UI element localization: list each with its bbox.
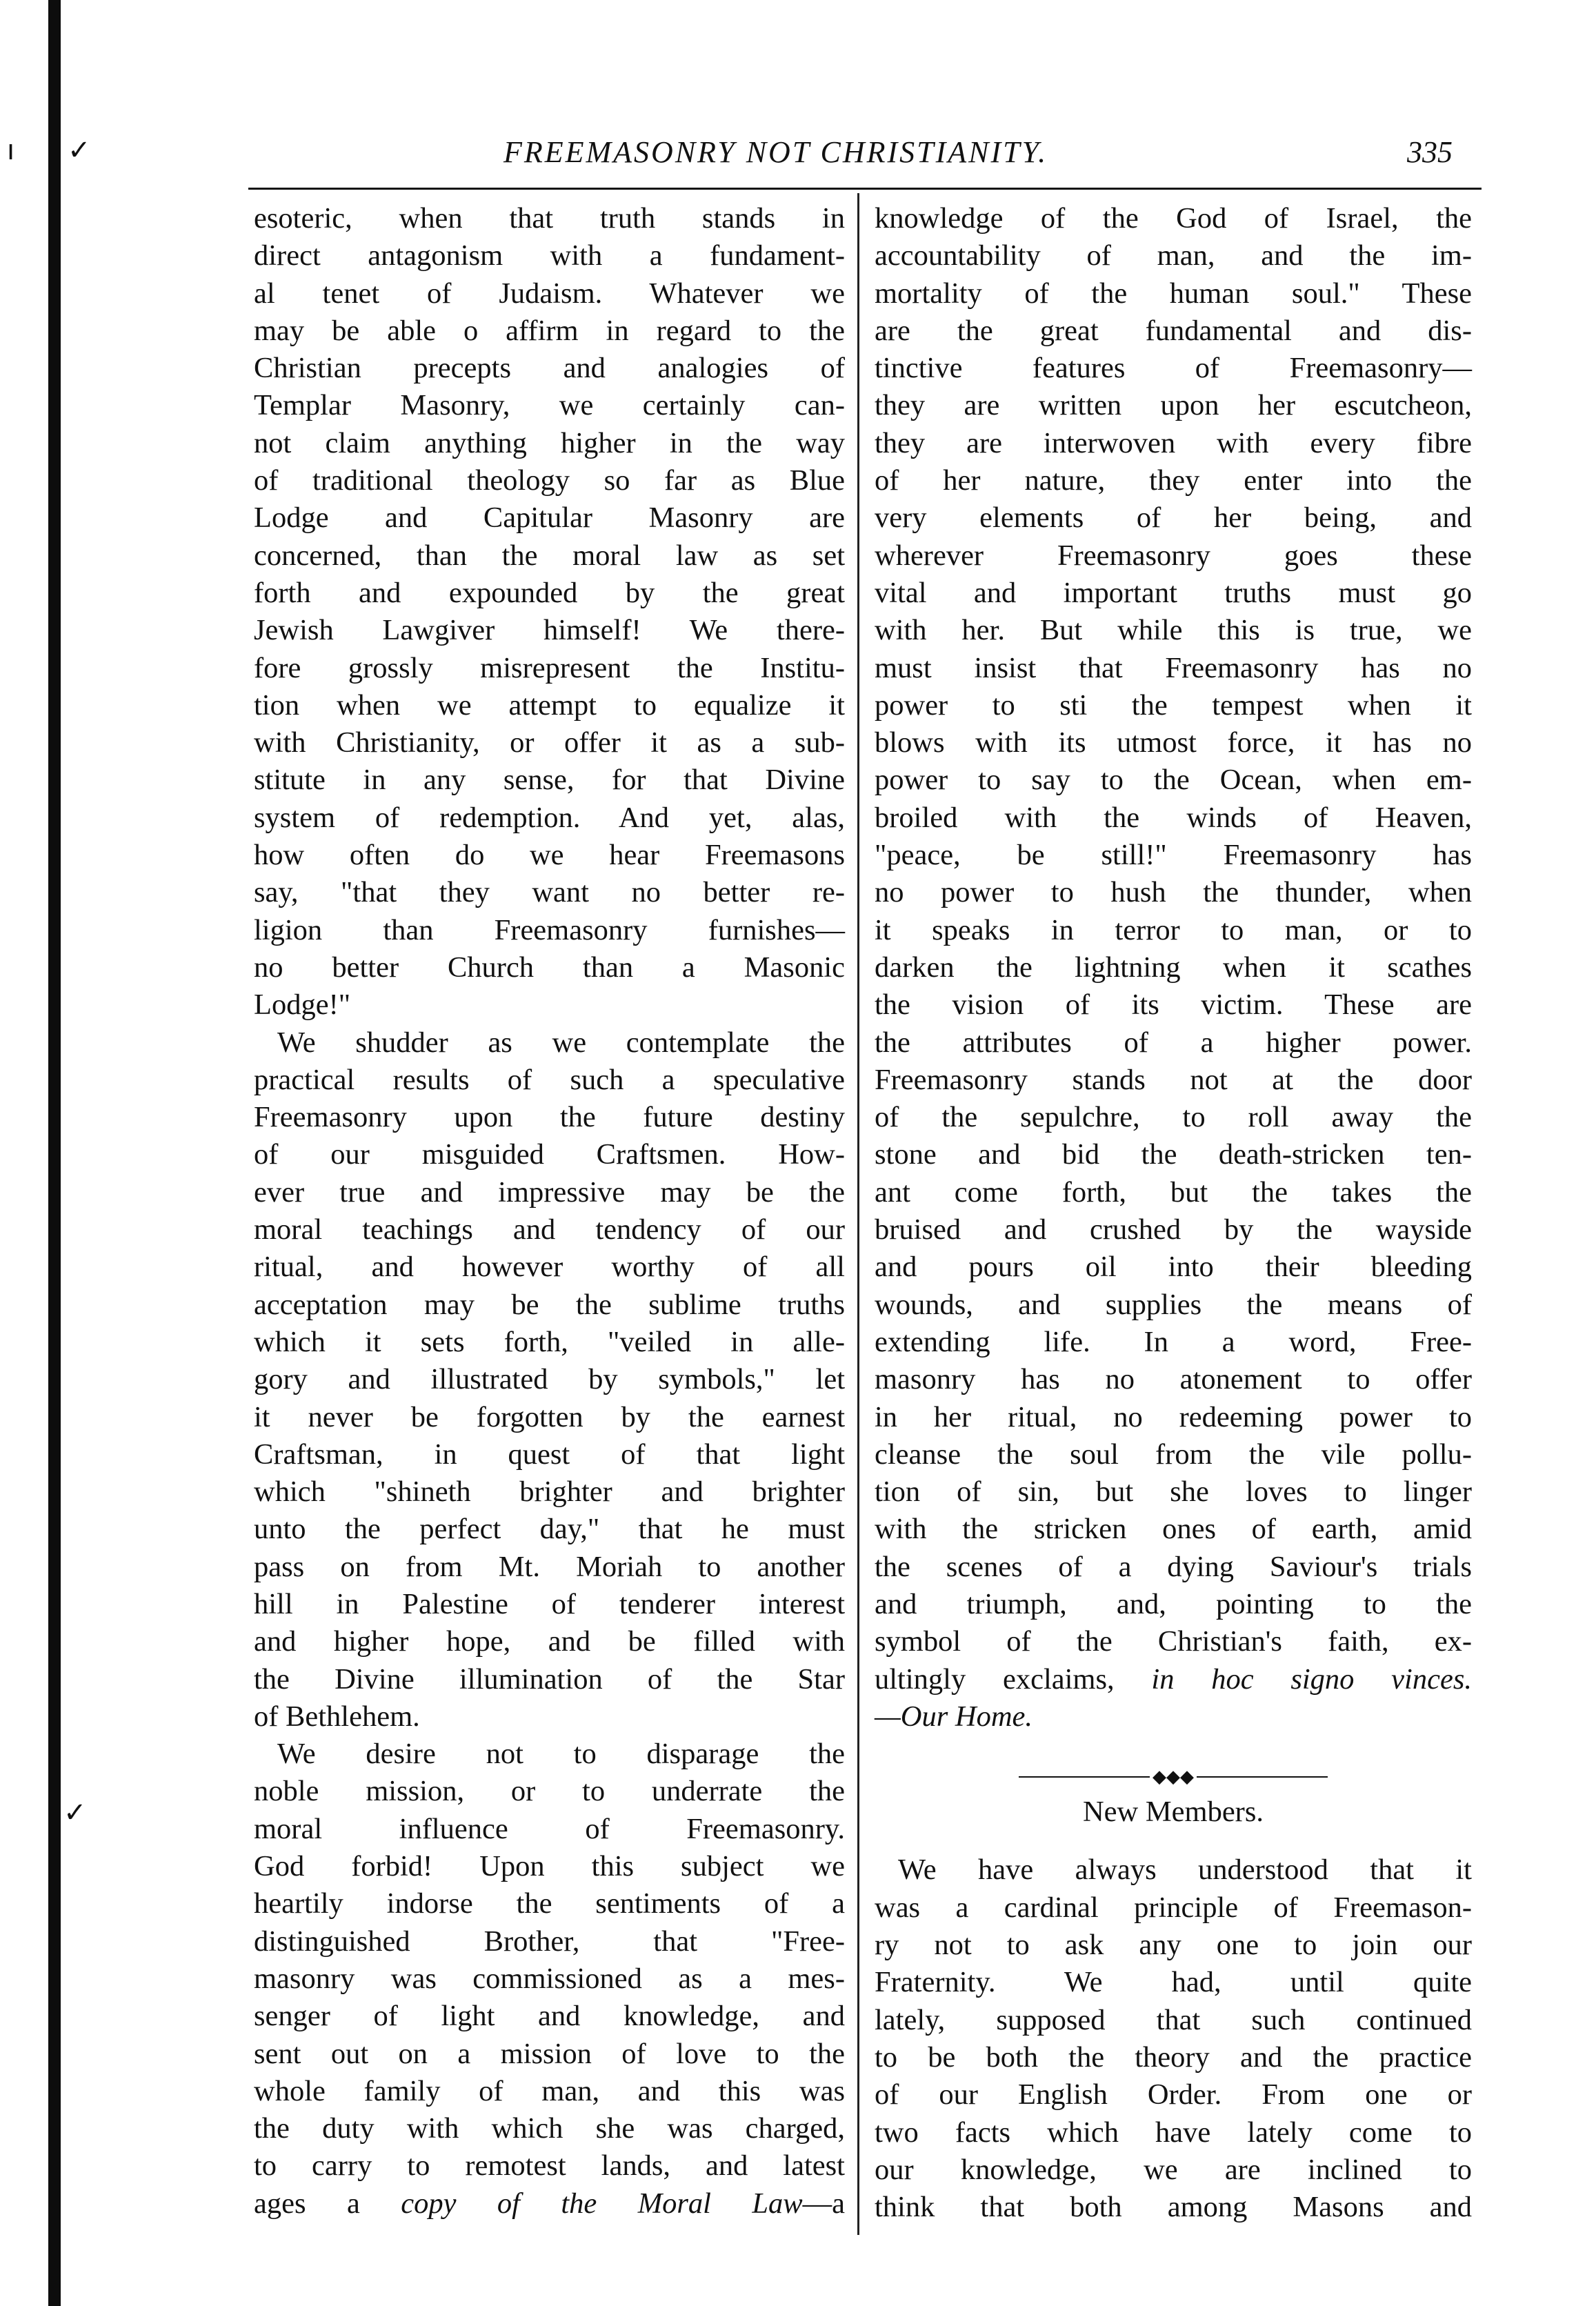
text-line: moral influence of Freemasonry. — [254, 1812, 845, 1845]
text-line: ever true and impressive may be the — [254, 1175, 845, 1209]
text-line: We have always understood that it — [898, 1853, 1472, 1887]
text-line: lately, supposed that such continued — [875, 2003, 1472, 2036]
text-line: symbol of the Christian's faith, ex- — [875, 1625, 1472, 1658]
text-line: it never be forgotten by the earnest — [254, 1400, 845, 1433]
text-line: acceptation may be the sublime truths — [254, 1288, 845, 1321]
text-line: it speaks in terror to man, or to — [875, 913, 1472, 946]
text-line: ant come forth, but the takes the — [875, 1175, 1472, 1209]
text-line: they are written upon her escutcheon, — [875, 389, 1472, 422]
text-line: Lodge!" — [254, 988, 351, 1022]
text-line: Craftsman, in quest of that light — [254, 1438, 845, 1471]
text-line: darken the lightning when it scathes — [875, 951, 1472, 984]
text-line: extending life. In a word, Free- — [875, 1325, 1472, 1358]
text-line: with Christianity, or offer it as a sub- — [254, 726, 845, 759]
text-line: think that both among Masons and — [875, 2191, 1472, 2224]
text-line: moral teachings and tendency of our — [254, 1213, 845, 1246]
text-line: accountability of man, and the im- — [875, 239, 1472, 272]
text-line: concerned, than the moral law as set — [254, 539, 845, 572]
text-line: masonry has no atonement to offer — [875, 1363, 1472, 1396]
text-line: Freemasonry upon the future destiny — [254, 1101, 845, 1134]
text-line: are the great fundamental and dis- — [875, 314, 1472, 347]
text-line: tinctive features of Freemasonry— — [875, 352, 1472, 385]
text-line: and triumph, and, pointing to the — [875, 1587, 1472, 1620]
text-line: our knowledge, we are inclined to — [875, 2153, 1472, 2186]
text-line: of our misguided Craftsmen. How- — [254, 1138, 845, 1171]
text-line: practical results of such a speculative — [254, 1063, 845, 1096]
text-line: of our English Order. From one or — [875, 2078, 1472, 2111]
text-line: of the sepulchre, to roll away the — [875, 1101, 1472, 1134]
text-line: We desire not to disparage the — [277, 1738, 845, 1771]
text-line: the scenes of a dying Saviour's trials — [875, 1550, 1472, 1583]
text-line: power to say to the Ocean, when em- — [875, 764, 1472, 797]
text-fragment: —a — [802, 2187, 845, 2220]
text-line: must insist that Freemasonry has no — [875, 651, 1472, 684]
column-divider — [857, 193, 859, 2235]
right-column — [875, 200, 1472, 2226]
diamond-ornament-icon: ◆◆◆ — [1153, 1767, 1194, 1788]
text-line: and higher hope, and be filled with — [254, 1625, 845, 1658]
text-line: bruised and crushed by the wayside — [875, 1213, 1472, 1246]
text-line: with her. But while this is true, we — [875, 614, 1472, 647]
page-number: 335 — [1407, 135, 1453, 169]
text-line: and pours oil into their bleeding — [875, 1251, 1472, 1284]
spacer — [875, 1831, 1472, 1851]
binding-edge — [48, 0, 61, 2306]
running-title: FREEMASONRY NOT CHRISTIANITY. — [503, 135, 1048, 169]
text-line: two facts which have lately come to — [875, 2116, 1472, 2149]
text-line: cleanse the soul from the vile pollu- — [875, 1438, 1472, 1471]
text-line: the duty with which she was charged, — [254, 2112, 845, 2145]
text-line: al tenet of Judaism. Whatever we — [254, 277, 845, 310]
text-line: gory and illustrated by symbols," let — [254, 1363, 845, 1396]
text-line: heartily indorse the sentiments of a — [254, 1887, 845, 1920]
text-line: of her nature, they enter into the — [875, 464, 1472, 497]
text-line: tion of sin, but she loves to linger — [875, 1475, 1472, 1509]
text-line: God forbid! Upon this subject we — [254, 1850, 845, 1883]
text-line: senger of light and knowledge, and — [254, 2000, 845, 2033]
text-line: to carry to remotest lands, and latest — [254, 2149, 845, 2183]
text-line: wherever Freemasonry goes these — [875, 539, 1472, 572]
text-line: pass on from Mt. Moriah to another — [254, 1550, 845, 1583]
text-line: distinguished Brother, that "Free- — [254, 1925, 845, 1958]
text-line: ligion than Freemasonry furnishes— — [254, 913, 845, 946]
text-line: no better Church than a Masonic — [254, 951, 845, 984]
text-line: whole family of man, and this was — [254, 2074, 845, 2107]
text-line: which it sets forth, "veiled in alle- — [254, 1325, 845, 1358]
text-line: of Bethlehem. — [254, 1700, 420, 1733]
text-line: to be both the theory and the practice — [875, 2040, 1472, 2074]
text-line: tion when we attempt to equalize it — [254, 688, 845, 722]
section-title: New Members. — [1082, 1796, 1264, 1829]
text-line: stone and bid the death-stricken ten- — [875, 1138, 1472, 1171]
text-line: say, "that they want no better re- — [254, 876, 845, 909]
text-line: vital and important truths must go — [875, 576, 1472, 609]
text-line: hill in Palestine of tenderer interest — [254, 1587, 845, 1620]
italic-phrase: in hoc signo vinces. — [1151, 1662, 1472, 1696]
italic-phrase: copy of the Moral Law — [401, 2187, 803, 2220]
text-line: wounds, and supplies the means of — [875, 1288, 1472, 1321]
text-line: fore grossly misrepresent the Institu- — [254, 651, 845, 684]
ornament-rule-left — [1019, 1776, 1150, 1778]
text-line: direct antagonism with a fundament- — [254, 239, 845, 272]
text-fragment: ultingly exclaims, — [875, 1662, 1115, 1696]
text-line: We shudder as we contemplate the — [277, 1026, 845, 1059]
text-line: Templar Masonry, we certainly can- — [254, 389, 845, 422]
text-line: in her ritual, no redeeming power to — [875, 1400, 1472, 1433]
text-line: Jewish Lawgiver himself! We there- — [254, 614, 845, 647]
text-line: ry not to ask any one to join our — [875, 1929, 1472, 1962]
text-fragment: ages a — [254, 2187, 360, 2220]
margin-mark-bottom: ✓ — [63, 1797, 87, 1829]
text-line: may be able o affirm in regard to the — [254, 314, 845, 347]
text-line: system of redemption. And yet, alas, — [254, 801, 845, 834]
text-line: how often do we hear Freemasons — [254, 839, 845, 872]
text-line: very elements of her being, and — [875, 501, 1472, 535]
text-line — [254, 2185, 845, 2223]
text-line: esoteric, when that truth stands in — [254, 202, 845, 235]
text-line: not claim anything higher in the way — [254, 426, 845, 459]
text-line: unto the perfect day," that he must — [254, 1513, 845, 1546]
ornament-rule-right — [1197, 1776, 1328, 1778]
text-line: Freemasonry stands not at the door — [875, 1063, 1472, 1096]
text-line: of traditional theology so far as Blue — [254, 464, 845, 497]
text-line: the Divine illumination of the Star — [254, 1662, 845, 1696]
text-line: noble mission, or to underrate the — [254, 1775, 845, 1808]
text-line: broiled with the winds of Heaven, — [875, 801, 1472, 834]
text-line: the attributes of a higher power. — [875, 1026, 1472, 1059]
text-line: with the stricken ones of earth, amid — [875, 1513, 1472, 1546]
text-line: Lodge and Capitular Masonry are — [254, 501, 845, 535]
attribution: —Our Home. — [875, 1700, 1033, 1733]
text-line: forth and expounded by the great — [254, 576, 845, 609]
text-line: no power to hush the thunder, when — [875, 876, 1472, 909]
text-line: "peace, be still!" Freemasonry has — [875, 839, 1472, 872]
text-line: which "shineth brighter and brighter — [254, 1475, 845, 1509]
left-column — [254, 200, 845, 2223]
text-line: power to sti the tempest when it — [875, 688, 1472, 722]
text-line: blows with its utmost force, it has no — [875, 726, 1472, 759]
text-line: knowledge of the God of Israel, the — [875, 202, 1472, 235]
text-line: was a cardinal principle of Freemason- — [875, 1891, 1472, 1924]
margin-mark-top: ı — [7, 135, 15, 166]
text-line: the vision of its victim. These are — [875, 988, 1472, 1022]
text-line: sent out on a mission of love to the — [254, 2037, 845, 2070]
text-line: stitute in any sense, for that Divine — [254, 764, 845, 797]
text-line: Christian precepts and analogies of — [254, 352, 845, 385]
header-rule — [248, 188, 1482, 190]
text-line: mortality of the human soul." These — [875, 277, 1472, 310]
text-line: Fraternity. We had, until quite — [875, 1966, 1472, 1999]
text-line: ritual, and however worthy of all — [254, 1251, 845, 1284]
text-line — [875, 1661, 1472, 1698]
section-ornament — [875, 1760, 1472, 1793]
text-line: they are interwoven with every fibre — [875, 426, 1472, 459]
spacer — [875, 1736, 1472, 1760]
text-line: masonry was commissioned as a mes- — [254, 1962, 845, 1995]
margin-mark-check: ✓ — [68, 135, 91, 166]
